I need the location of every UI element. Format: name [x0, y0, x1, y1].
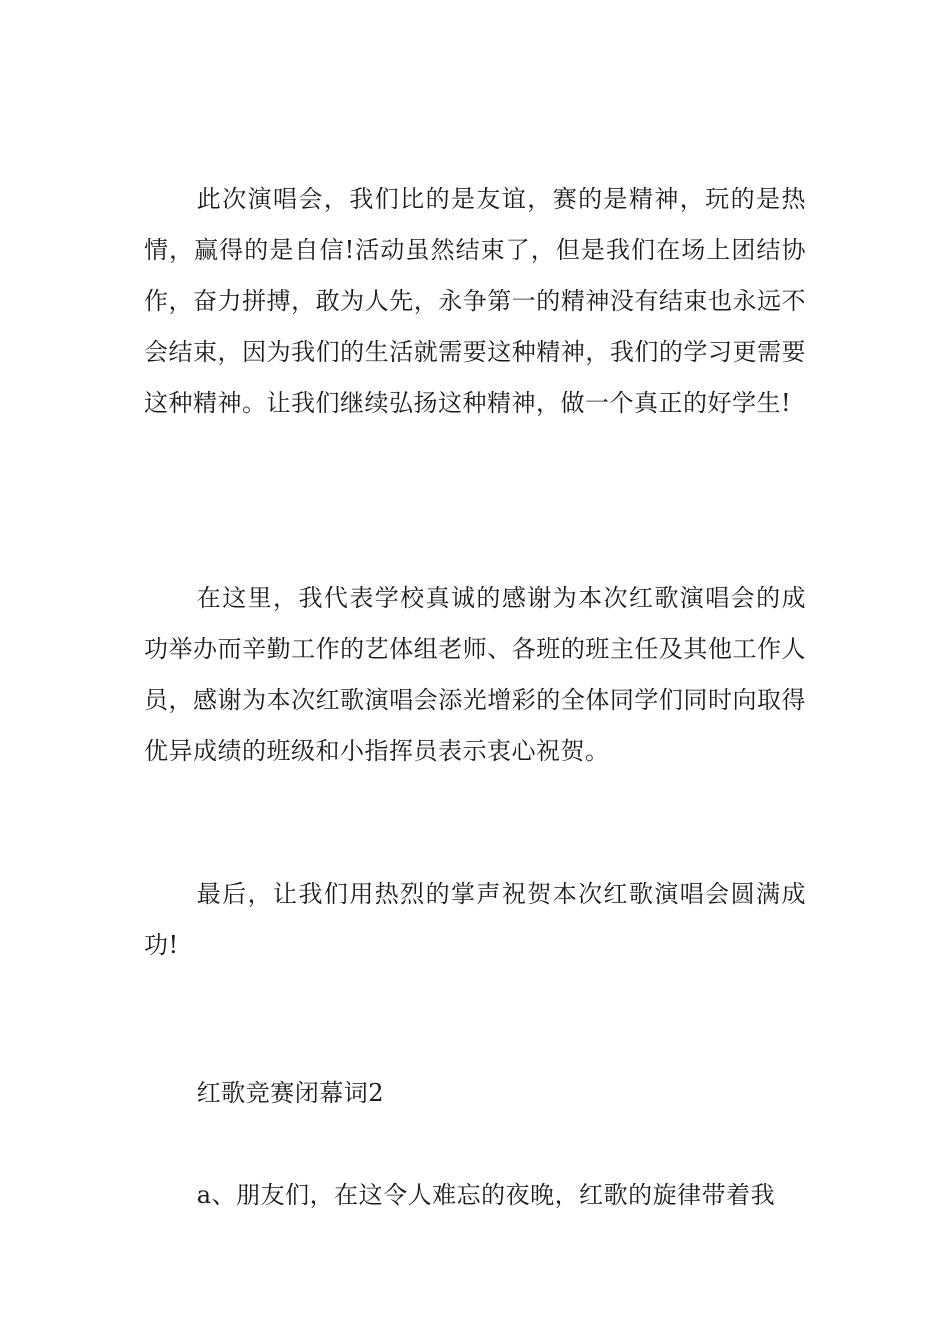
paragraph-opening-line: a、朋友们，在这令人难忘的夜晚，红歌的旋律带着我 [196, 1181, 776, 1209]
paragraph-thanks: 在这里，我代表学校真诚的感谢为本次红歌演唱会的成功举办而辛勤工作的艺体组老师、各班的班主任及其他工作人员，感谢为本次红歌演唱会添光增彩的全体同学们同时向取得优异成绩的班级和小指挥员表示衷心祝贺。 [144, 584, 806, 765]
paragraph-congratulations: 最后，让我们用热烈的掌声祝贺本次红歌演唱会圆满成功! [144, 880, 806, 959]
section-heading: 红歌竞赛闭幕词2 [196, 1079, 385, 1107]
paragraph-closing-spirit: 此次演唱会，我们比的是友谊，赛的是精神，玩的是热情，赢得的是自信!活动虽然结束了，但是我们在场上团结协作，奋力拼搏，敢为人先，永争第一的精神没有结束也永远不会结束，因为我们的生活就需要这种精神，我们的学习更需要这种精神。让我们继续弘扬这种精神，做一个真正的好学生! [144, 185, 806, 417]
